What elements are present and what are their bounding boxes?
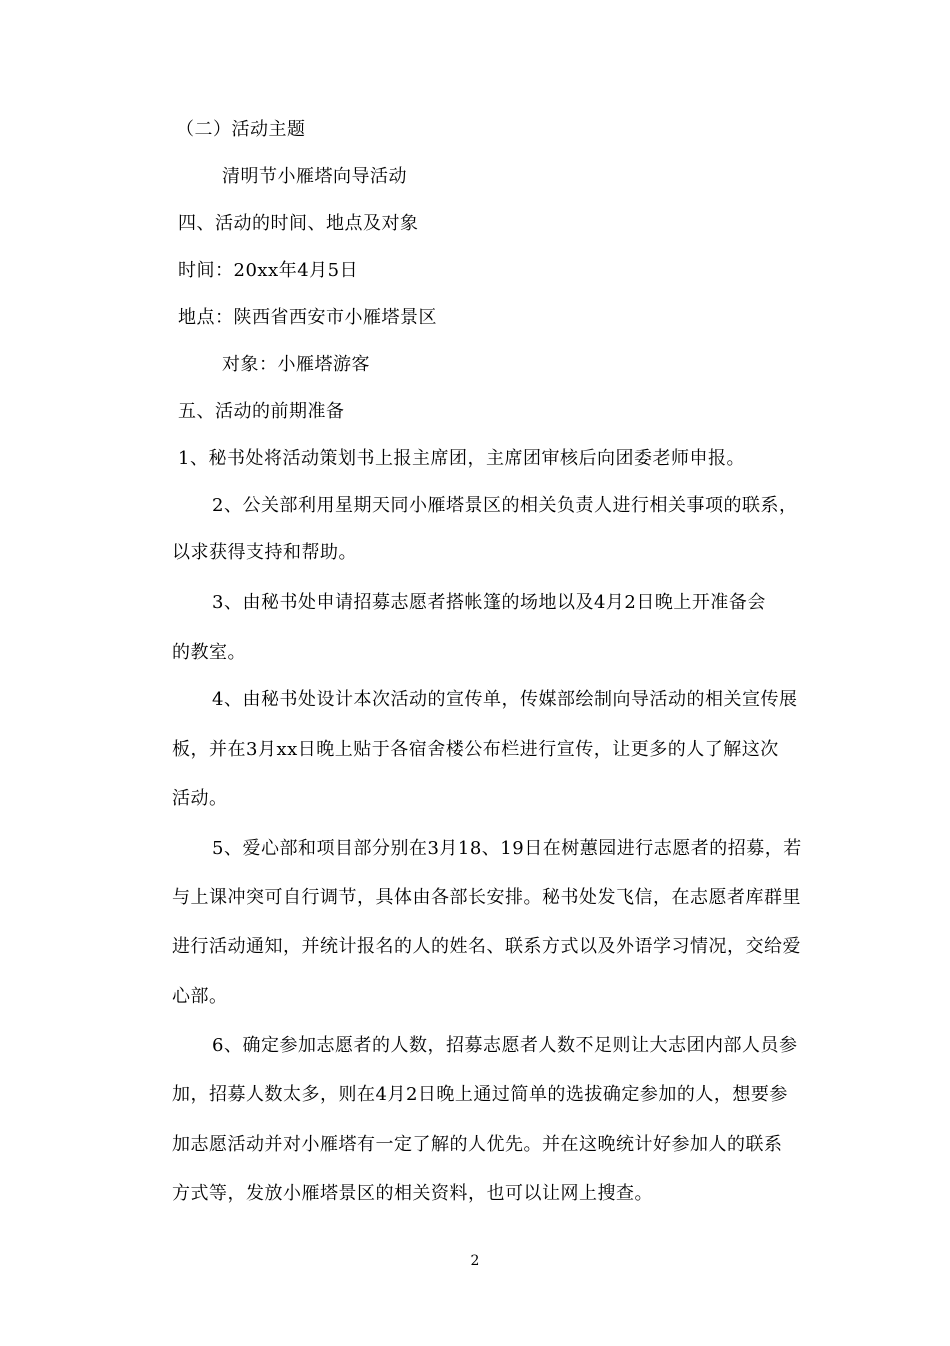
section-heading-preparation: 五、活动的前期准备 <box>178 401 345 422</box>
paragraph-item-5-line-4: 心部。 <box>172 986 228 1007</box>
paragraph-item-5-line-3: 进行活动通知，并统计报名的人的姓名、联系方式以及外语学习情况，交给爱 <box>172 936 801 957</box>
paragraph-item-5-line-1: 5、爱心部和项目部分别在3月18、19日在树蕙园进行志愿者的招募，若 <box>212 838 802 859</box>
paragraph-item-6-line-3: 加志愿活动并对小雁塔有一定了解的人优先。并在这晚统计好参加人的联系 <box>172 1134 783 1155</box>
time-line: 时间：20xx年4月5日 <box>178 260 359 281</box>
section-heading-activity-theme: （二）活动主题 <box>176 119 306 140</box>
paragraph-item-6-line-4: 方式等，发放小雁塔景区的相关资料，也可以让网上搜查。 <box>172 1183 653 1204</box>
paragraph-item-4-line-1: 4、由秘书处设计本次活动的宣传单，传媒部绘制向导活动的相关宣传展 <box>212 689 798 710</box>
page-number: 2 <box>470 1253 480 1269</box>
paragraph-item-2-line-1: 2、公关部利用星期天同小雁塔景区的相关负责人进行相关事项的联系， <box>212 495 798 516</box>
paragraph-item-6-line-2: 加，招募人数太多，则在4月2日晚上通过简单的选拔确定参加的人，想要参 <box>172 1084 788 1105</box>
paragraph-item-5-line-2: 与上课冲突可自行调节，具体由各部长安排。秘书处发飞信，在志愿者库群里 <box>172 887 801 908</box>
paragraph-item-6-line-1: 6、确定参加志愿者的人数，招募志愿者人数不足则让大志团内部人员参 <box>212 1035 798 1056</box>
paragraph-item-4-line-2: 板，并在3月xx日晚上贴于各宿舍楼公布栏进行宣传，让更多的人了解这次 <box>172 739 779 760</box>
activity-theme-text: 清明节小雁塔向导活动 <box>222 166 407 187</box>
place-line: 地点：陕西省西安市小雁塔景区 <box>178 307 437 328</box>
paragraph-item-4-line-3: 活动。 <box>172 788 228 809</box>
section-heading-time-place: 四、活动的时间、地点及对象 <box>178 213 419 234</box>
paragraph-item-2-line-2: 以求获得支持和帮助。 <box>172 542 357 563</box>
paragraph-item-1: 1、秘书处将活动策划书上报主席团，主席团审核后向团委老师申报。 <box>178 448 745 469</box>
paragraph-item-3-line-1: 3、由秘书处申请招募志愿者搭帐篷的场地以及4月2日晚上开准备会 <box>212 592 766 613</box>
paragraph-item-3-line-2: 的教室。 <box>172 642 246 663</box>
audience-line: 对象：小雁塔游客 <box>222 354 370 375</box>
